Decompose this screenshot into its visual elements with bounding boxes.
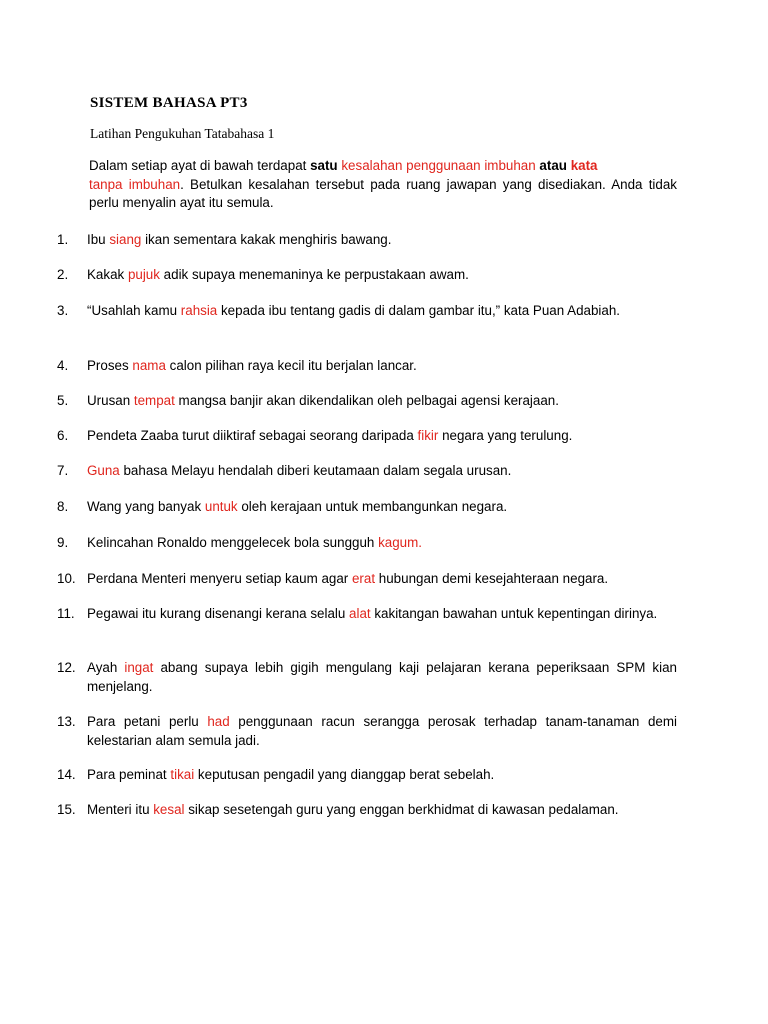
question-text-after: bahasa Melayu hendalah diberi keutamaan dalam segala urusan.: [119, 463, 512, 478]
instructions-highlight-kata: kata: [570, 158, 598, 173]
question-text-before: “Usahlah kamu: [87, 303, 181, 318]
question-text: [87, 392, 677, 411]
question-text-after: ikan sementara kakak menghiris bawang.: [141, 232, 392, 247]
question-text-before: Wang yang banyak: [87, 499, 205, 514]
question-number: 9.: [57, 535, 69, 550]
question-text-before: Menteri itu: [87, 802, 154, 817]
error-word: tempat: [133, 393, 175, 408]
question-text: [87, 659, 677, 696]
question-number: 12.: [57, 660, 76, 675]
question-text: [87, 534, 677, 553]
error-word: nama: [132, 358, 166, 373]
error-word: kesal: [153, 802, 185, 817]
question-text-after: oleh kerajaan untuk membangunkan negara.: [237, 499, 508, 514]
question-text-before: Pendeta Zaaba turut diiktiraf sebagai seorang daripada: [87, 428, 418, 443]
question-text-before: Kelincahan Ronaldo menggelecek bola sungguh: [87, 535, 379, 550]
question-text-before: Ayah: [87, 660, 125, 675]
error-word: kagum.: [378, 535, 423, 550]
question-text-before: Pegawai itu kurang disenangi kerana selalu: [87, 606, 350, 621]
error-word: Guna: [87, 463, 120, 478]
question-text: [87, 801, 677, 820]
instructions-bold-atau: atau: [539, 158, 567, 173]
page-title: SISTEM BAHASA PT3: [90, 95, 248, 111]
question-number: 11.: [57, 606, 75, 621]
page-subtitle: Latihan Pengukuhan Tatabahasa 1: [90, 126, 275, 141]
question-text-after: mangsa banjir akan dikendalikan oleh pelbagai agensi kerajaan.: [174, 393, 559, 408]
question-text-before: Para petani perlu: [87, 714, 208, 729]
question-number: 4.: [57, 358, 69, 373]
question-text: [87, 357, 677, 376]
error-word: siang: [109, 232, 142, 247]
question-number: 7.: [57, 463, 69, 478]
question-text-before: Urusan: [87, 393, 134, 408]
error-word: had: [207, 714, 230, 729]
error-word: fikir: [417, 428, 439, 443]
instructions-highlight: kesalahan penggunaan imbuhan: [341, 158, 536, 173]
question-text-after: penggunaan racun serangga perosak terhadap tanam-tanaman demi kelestarian alam semula jadi.: [87, 714, 677, 748]
question-text-before: Ibu: [87, 232, 110, 247]
question-number: 3.: [57, 303, 69, 318]
instructions-text: . Betulkan kesalahan tersebut pada ruang jawapan yang disediakan. Anda tidak perlu menyalin ayat itu semula.: [89, 176, 677, 210]
instructions-text: Dalam setiap ayat di bawah terdapat: [89, 158, 311, 173]
error-word: untuk: [204, 499, 238, 514]
question-text-after: kepada ibu tentang gadis di dalam gambar itu,” kata Puan Adabiah.: [217, 303, 621, 318]
question-text: [87, 570, 677, 589]
question-number: 1.: [57, 232, 69, 247]
instructions-paragraph: [89, 157, 677, 213]
question-text: [87, 766, 677, 785]
question-number: 8.: [57, 499, 69, 514]
instructions-highlight: tanpa imbuhan: [89, 176, 181, 192]
question-text: [87, 462, 677, 481]
question-number: 6.: [57, 428, 69, 443]
error-word: alat: [349, 606, 371, 621]
question-text: [87, 302, 677, 321]
question-text: [87, 498, 677, 517]
error-word: ingat: [124, 660, 154, 675]
error-word: pujuk: [127, 267, 160, 282]
question-text-after: abang supaya lebih gigih mengulang kaji pelajaran kerana peperiksaan SPM kian menjelang.: [87, 660, 677, 694]
error-word: tikai: [170, 767, 195, 782]
question-text-after: calon pilihan raya kecil itu berjalan lancar.: [165, 358, 417, 373]
question-number: 15.: [57, 802, 76, 817]
question-text-after: negara yang terulung.: [438, 428, 573, 443]
question-text: [87, 231, 677, 250]
question-number: 14.: [57, 767, 76, 782]
question-text-before: Perdana Menteri menyeru setiap kaum agar: [87, 571, 352, 586]
question-text-after: keputusan pengadil yang dianggap berat sebelah.: [194, 767, 495, 782]
instructions-bold-satu: satu: [310, 158, 338, 173]
question-number: 10.: [57, 571, 76, 586]
question-text-before: Para peminat: [87, 767, 171, 782]
question-text-before: Proses: [87, 358, 133, 373]
question-number: 5.: [57, 393, 69, 408]
question-text-after: hubungan demi kesejahteraan negara.: [375, 571, 609, 586]
error-word: erat: [351, 571, 376, 586]
question-text: [87, 427, 677, 446]
question-text-before: Kakak: [87, 267, 128, 282]
question-text: [87, 713, 677, 750]
question-text-after: sikap sesetengah guru yang enggan berkhidmat di kawasan pedalaman.: [184, 802, 619, 817]
question-text-after: adik supaya menemaninya ke perpustakaan awam.: [159, 267, 469, 282]
question-number: 2.: [57, 267, 69, 282]
question-text: [87, 605, 677, 624]
question-text: [87, 266, 677, 285]
question-number: 13.: [57, 714, 76, 729]
error-word: rahsia: [180, 303, 218, 318]
question-text-after: kakitangan bawahan untuk kepentingan dirinya.: [370, 606, 658, 621]
